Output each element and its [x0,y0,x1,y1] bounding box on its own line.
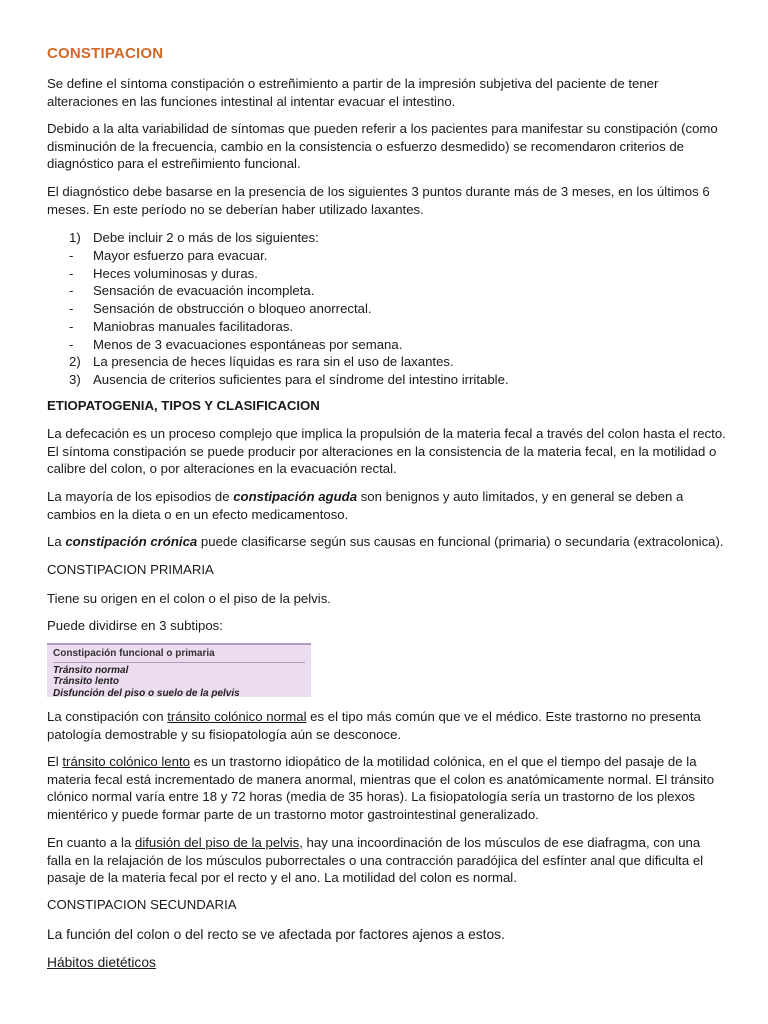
paragraph-origin: Tiene su origen en el colon o el piso de la pelvis. [47,591,331,606]
heading-habitos: Hábitos dietéticos [47,955,156,970]
list-item: - Mayor esfuerzo para evacuar. [69,247,268,263]
list-item: - Sensación de evacuación incompleta. [69,283,315,299]
paragraph-acute: La mayoría de los episodios de constipación aguda son benignos y auto limitados, y en general se deben a cambios en la dieta o en un efecto medicamentoso. [47,489,684,522]
list-item: 1) Debe incluir 2 o más de los siguientes: [69,230,319,245]
document-title: CONSTIPACION [47,45,164,62]
heading-secundaria: CONSTIPACION SECUNDARIA [47,897,237,912]
list-item: 2) La presencia de heces líquidas es rara sin el uso de laxantes. [69,354,454,370]
paragraph-variability: Debido a la alta variabilidad de síntomas que pueden referir a los pacientes para manifestar su constipación (como disminución de la frecuencia, cambio en la consistencia o esfuerzo desmedido) se recomendaron criterios de diagnóstico para el estreñimiento funcional. [47,121,718,171]
paragraph-definition: Se define el síntoma constipación o estreñimiento a partir de la impresión subjetiva del paciente de tener alteraciones en las funciones intestinal al intentar evacuar el intestino. [47,76,659,109]
list-item: - Menos de 3 evacuaciones espontáneas por semana. [69,336,403,352]
criteria-list [69,229,509,389]
paragraph-diagnosis: El diagnóstico debe basarse en la presencia de los siguientes 3 puntos durante más de 3 meses, en los últimos 6 meses. En este período no se deberían haber utilizado laxantes. [47,184,710,217]
heading-primaria: CONSTIPACION PRIMARIA [47,562,214,577]
paragraph-pelvic-floor: En cuanto a la difusión del piso de la pelvis, hay una incoordinación de los músculos de ese diafragma, con una falla en la relajación de los músculos puborrectales o una contracción paradójica del esfínter anal que dificulta el pasaje de la materia fecal por el recto y el ano. La motilidad del colon es normal. [47,835,704,885]
paragraph-normal-transit: La constipación con tránsito colónico normal es el tipo más común que ve el médico. Este trastorno no presenta patología demostrable y su fisiopatología aún se desconoce. [47,709,701,742]
paragraph-subtypes: Puede dividirse en 3 subtipos: [47,618,223,633]
table-header: Constipación funcional o primaria [53,648,305,663]
list-item: - Heces voluminosas y duras. [69,265,258,281]
table-row: Tránsito lento [53,676,119,687]
table-row: Disfunción del piso o suelo de la pelvis [53,687,240,699]
heading-etiopatogenia: ETIOPATOGENIA, TIPOS Y CLASIFICACION [47,398,320,413]
paragraph-chronic: La constipación crónica puede clasificarse según sus causas en funcional (primaria) o secundaria (extracolonica). [47,534,724,549]
paragraph-secondary: La función del colon o del recto se ve afectada por factores ajenos a estos. [47,927,505,942]
list-item: - Maniobras manuales facilitadoras. [69,318,294,334]
paragraph-defecation: La defecación es un proceso complejo que implica la propulsión de la materia fecal a través del colon hasta el recto. El síntoma constipación se puede producir por alteraciones en la consistencia de la materia fecal, en la motilidad o calibre del colon, o por alteraciones en la evacuación rectal. [47,426,726,476]
list-item: - Sensación de obstrucción o bloqueo anorrectal. [69,301,372,316]
list-item: 3) Ausencia de criterios suficientes para el síndrome del intestino irritable. [69,372,509,387]
paragraph-slow-transit: El tránsito colónico lento es un trastorno idiopático de la motilidad colónica, en el que el tiempo del pasaje de la materia fecal está incrementado de manera anormal, mientras que el colon es anatómicamente normal. El tránsito clónico normal varía entre 18 y 72 horas (media de 35 horas). La fisiopatología sería un trastorno de los plexos mientérico y puede formar parte de un trastorno motor gastrointestinal generalizado. [47,754,715,822]
subtypes-table [47,643,311,697]
table-row: Tránsito normal [53,664,129,676]
